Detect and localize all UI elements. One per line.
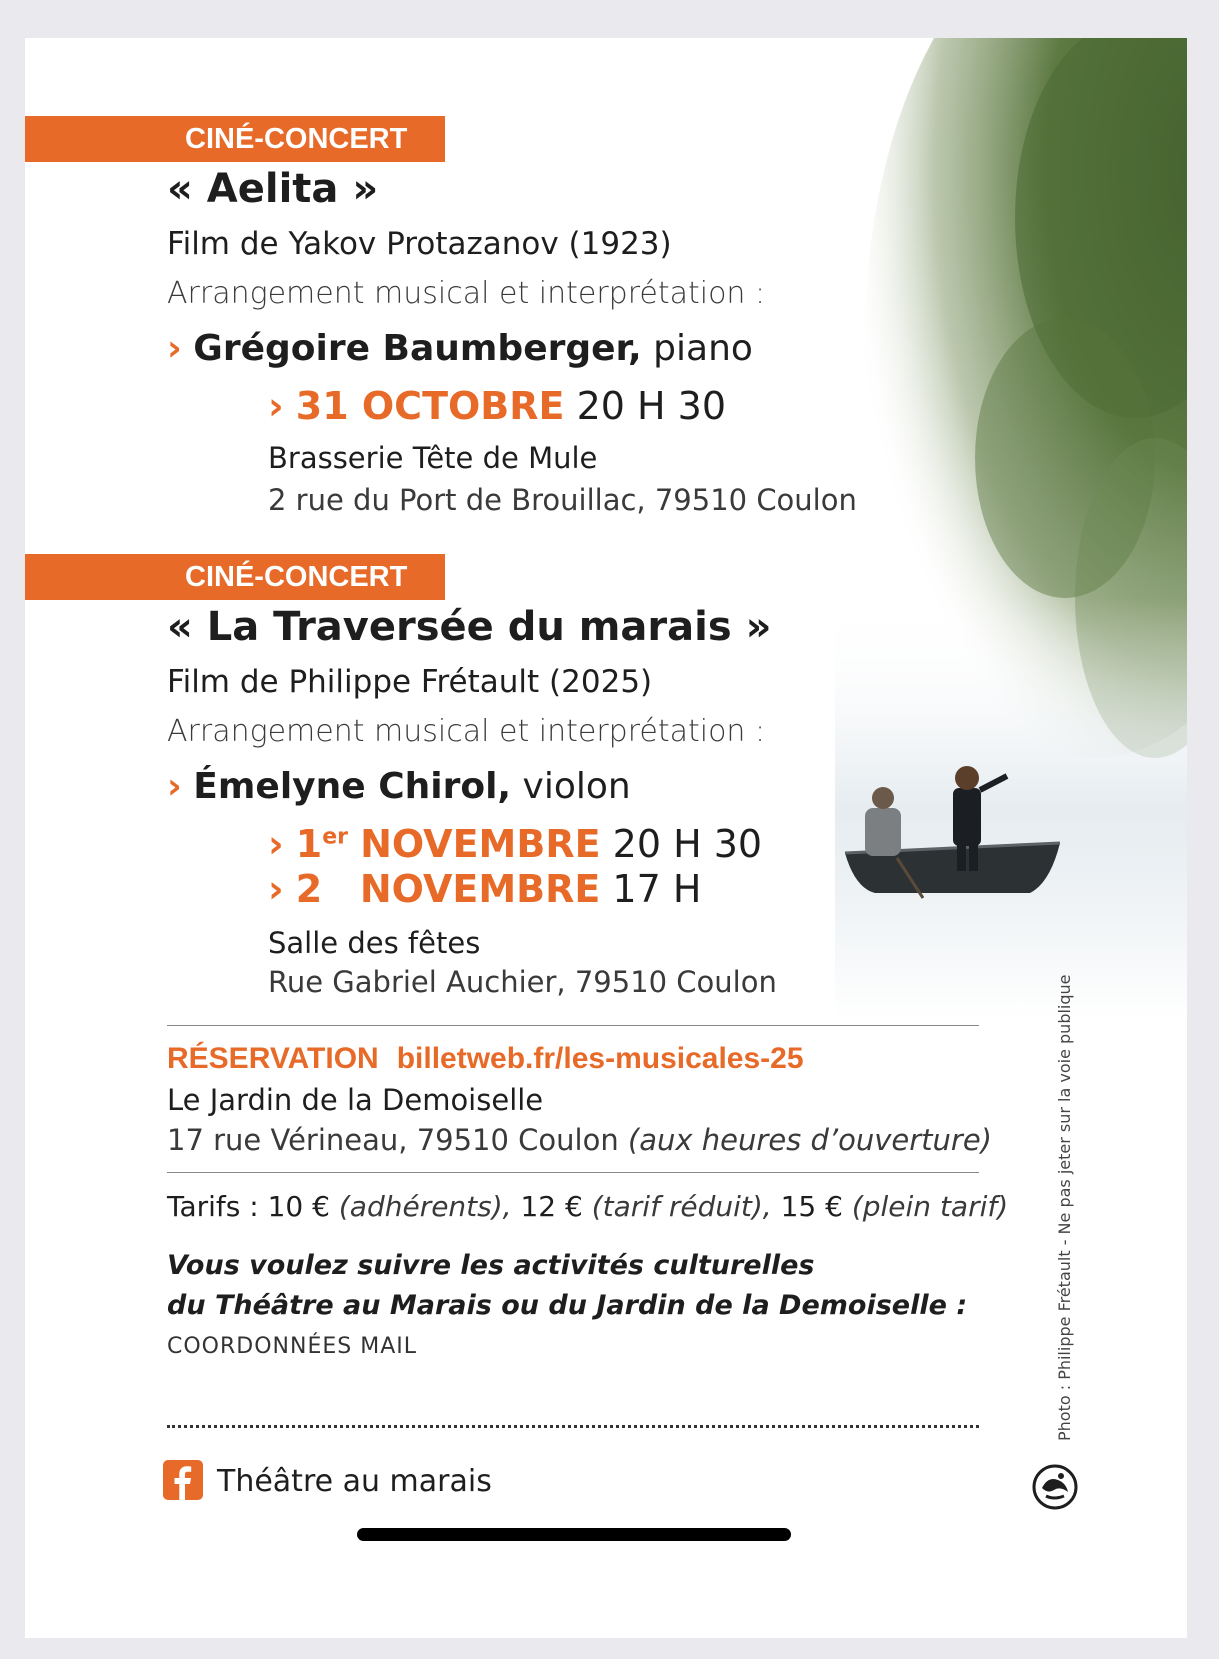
event1-performer	[167, 328, 753, 369]
event2-performer-name: Émelyne Chirol,	[193, 766, 512, 807]
dotted-cut-line	[167, 1425, 979, 1428]
tarifs-line	[167, 1190, 1008, 1223]
event2-title: « La Traversée du marais »	[167, 604, 772, 650]
reservation-label: RÉSERVATION	[167, 1042, 379, 1075]
theatre-logo-icon	[1030, 1462, 1080, 1512]
tarif-2: 12 €	[520, 1190, 583, 1223]
event1-time: 20 H 30	[576, 384, 727, 428]
divider	[167, 1025, 979, 1026]
tarifs-label: Tarifs :	[167, 1190, 259, 1223]
event2-date1	[268, 822, 762, 866]
event1-date	[268, 384, 726, 428]
event2-date1-num: 1	[295, 822, 323, 866]
tarif-1: 10 €	[267, 1190, 330, 1223]
marsh-photo	[835, 38, 1187, 1018]
event2-date2-num: 2	[295, 867, 323, 911]
tarif-1-note: (adhérents),	[338, 1190, 512, 1223]
home-indicator[interactable]	[357, 1528, 791, 1541]
event1-title: « Aelita »	[167, 166, 379, 212]
event1-performer-name: Grégoire Baumberger,	[193, 328, 642, 369]
event1-address: 2 rue du Port de Brouillac, 79510 Coulon	[268, 483, 857, 517]
chevron-right-icon: ›	[167, 766, 182, 807]
follow-line-2: du Théâtre au Marais ou du Jardin de la Demoiselle :	[167, 1290, 968, 1321]
event1-badge-label: CINÉ-CONCERT	[185, 123, 408, 155]
mail-coordinates-label: COORDONNÉES MAIL	[167, 1334, 417, 1359]
photo-credit: Photo : Philippe Frétault - Ne pas jeter sur la voie publique	[1055, 974, 1074, 1441]
event2-film: Film de Philippe Frétault (2025)	[167, 664, 653, 700]
event2-venue: Salle des fêtes	[268, 926, 481, 960]
chevron-right-icon: ›	[268, 384, 284, 428]
divider	[167, 1172, 979, 1173]
reservation-hours-note: (aux heures d’ouverture)	[627, 1123, 992, 1157]
event2-date2-time: 17 H	[612, 867, 702, 911]
tarif-2-note: (tarif réduit),	[591, 1190, 772, 1223]
tarif-3-note: (plein tarif)	[851, 1190, 1009, 1223]
reservation-address: 17 rue Vérineau, 79510 Coulon	[167, 1123, 619, 1157]
event1-arrangement: Arrangement musical et interprétation :	[167, 276, 766, 311]
facebook-icon	[163, 1460, 203, 1500]
reservation-url[interactable]: billetweb.fr/les-musicales-25	[396, 1042, 804, 1075]
event1-venue: Brasserie Tête de Mule	[268, 441, 598, 475]
event2-performer-instrument: violon	[522, 766, 631, 807]
reservation-line	[167, 1042, 804, 1076]
follow-line-1: Vous voulez suivre les activités culturelles	[167, 1250, 815, 1281]
event2-date2	[268, 867, 701, 911]
event2-date1-sup: er	[322, 824, 348, 850]
event2-date1-time: 20 H 30	[612, 822, 763, 866]
event1-date-day: 31 OCTOBRE	[295, 384, 565, 428]
event2-address: Rue Gabriel Auchier, 79510 Coulon	[268, 965, 777, 999]
event2-badge-label: CINÉ-CONCERT	[185, 561, 408, 593]
tarif-3: 15 €	[780, 1190, 843, 1223]
flyer-page	[25, 38, 1187, 1638]
reservation-address-line	[167, 1123, 992, 1157]
event2-date1-month: NOVEMBRE	[360, 822, 601, 866]
event2-arrangement: Arrangement musical et interprétation :	[167, 714, 766, 749]
chevron-right-icon: ›	[268, 822, 284, 866]
event1-badge	[25, 116, 445, 162]
event2-badge	[25, 554, 445, 600]
event1-film: Film de Yakov Protazanov (1923)	[167, 226, 672, 262]
event1-performer-instrument: piano	[653, 328, 753, 369]
event2-date2-month: NOVEMBRE	[359, 867, 601, 911]
event2-performer	[167, 766, 631, 807]
chevron-right-icon: ›	[268, 867, 284, 911]
reservation-place: Le Jardin de la Demoiselle	[167, 1083, 544, 1117]
chevron-right-icon: ›	[167, 328, 182, 369]
facebook-page-name: Théâtre au marais	[217, 1464, 492, 1499]
